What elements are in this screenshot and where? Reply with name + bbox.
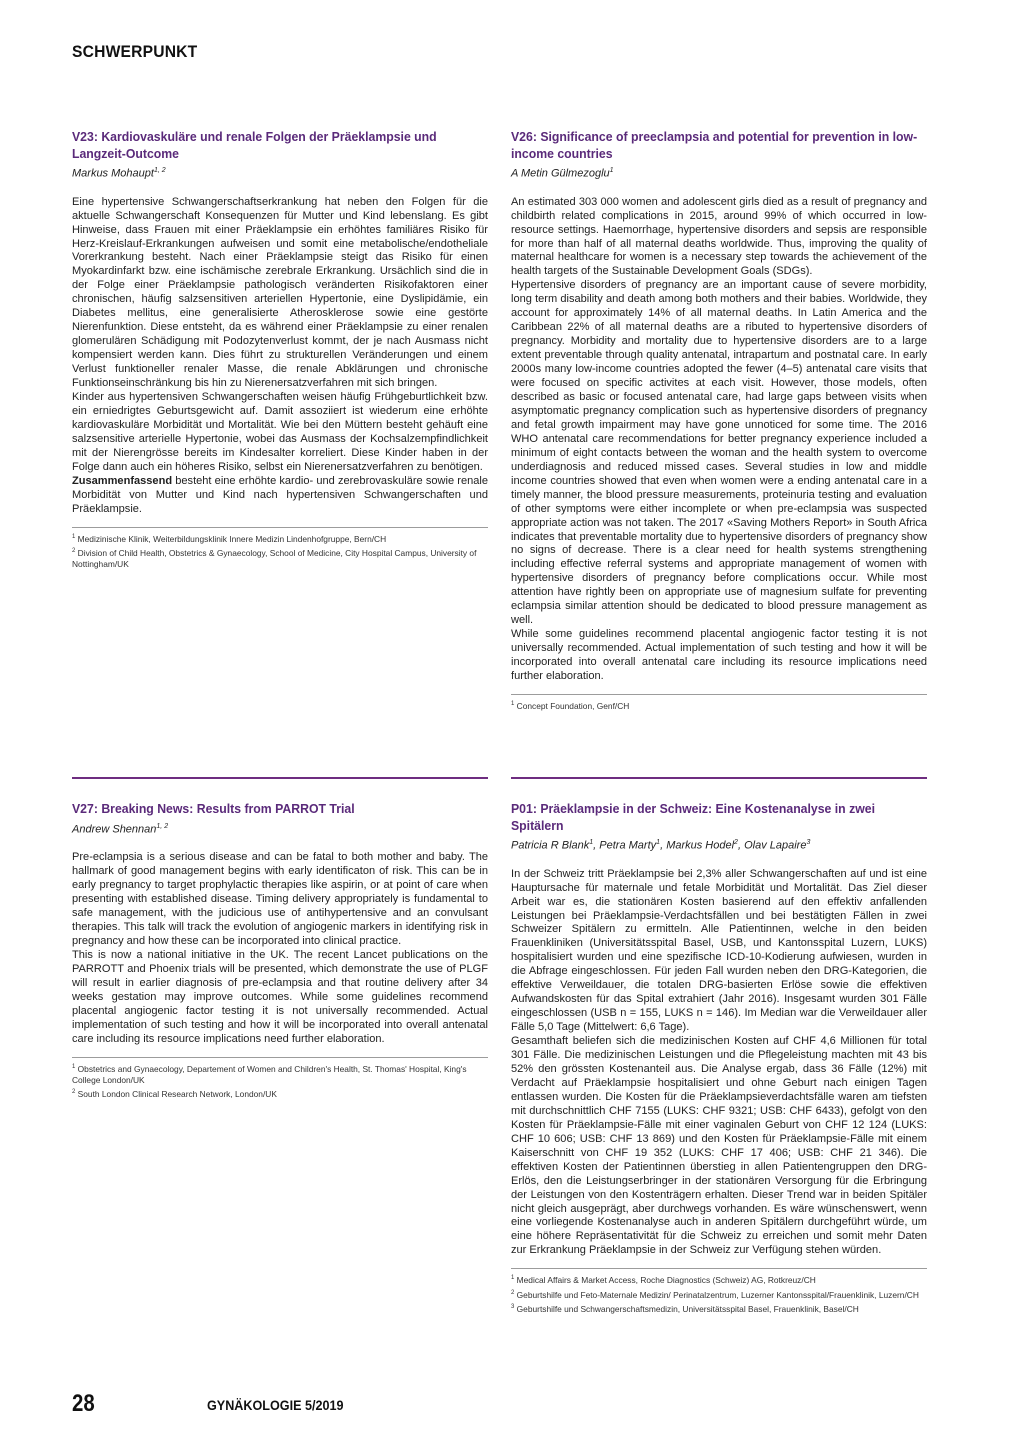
- footnote-number: 1: [72, 533, 76, 540]
- journal-issue: GYNÄKOLOGIE 5/2019: [207, 1397, 344, 1413]
- author-affiliation: 1: [589, 839, 594, 846]
- abstract-title: V26: Significance of preeclampsia and potential for prevention in low-income countries: [511, 129, 918, 161]
- footnote-text: Geburtshilfe und Schwangerschaftsmedizin, Universitätsspital Basel, Frauenklinik, Basel/CH: [516, 1303, 859, 1314]
- footnote-number: 1: [511, 701, 515, 708]
- footnote: [511, 1288, 927, 1301]
- abstract-body: [72, 851, 488, 1046]
- author-name: Patricia R Blank: [511, 839, 590, 852]
- abstract-body: [72, 196, 488, 517]
- author-affiliation: 1: [656, 839, 661, 846]
- author-affiliation: 3: [806, 839, 811, 846]
- footnote: [72, 1062, 488, 1087]
- abstract-body: [511, 196, 927, 684]
- section-label: SCHWERPUNKT: [72, 42, 198, 61]
- abstract-title: V27: Breaking News: Results from PARROT Trial: [72, 801, 355, 816]
- footnote-text: Division of Child Health, Obstetrics & Gynaecology, School of Medicine, City Hospital Campus, University of Nottingham/UK: [72, 547, 477, 570]
- author-name: Markus Mohaupt: [72, 167, 154, 180]
- footnote-number: 1: [511, 1275, 515, 1282]
- summary-paragraph: [72, 475, 488, 517]
- footnote-number: 3: [511, 1303, 515, 1310]
- abstract-v23: [72, 129, 488, 572]
- abstract-title: V23: Kardiovaskuläre und renale Folgen der Präeklampsie und Langzeit-Outcome: [72, 129, 437, 161]
- paragraph: Hypertensive disorders of pregnancy are an important cause of severe morbidity, long term disability and death among both mothers and their babies. Worldwide, they account for approximately 14% of all maternal deaths. In Latin America and the Caribbean 22% of all maternal deaths are a ributed to hypertensive disorders of pregnancy. Morbidity and mortality due to hypertensive disorders are to a large extent preventable through quality antenatal, intrapartum and postnatal care. In early 2000s many low-income countries adopted the fewer (4–5) antenatal care visits that were focused on specific activites at each visit. However, those models, often described as basic or focused antenatal care, had large gaps between visits when asymptomatic pregnancy complication such as hypertensive disorders of pregnancy and fetal growth impairment may have gone unnoticed for some time. The 2016 WHO antenatal care recommendations for better pregnancy experience included a minimum of eight contacts between the woman and the health system to overcome underdiagnosis and reduced missed cases. Several studies in low and middle income countries showed that even when women were a ending antenatal care in a timely manner, the blood pressure measurements, proteinuria testing and evaluation of other symptoms were either incomplete or when pre-eclampsia was suspected appropriate action was not taken. The 2017 «Saving Mothers Report» in South Africa indicates that preventable mortality due to hypertensive disorders of pregnancy show no signs of decrease. There is a clear need for health systems strengthening including effective referral systems and appropriate management of women with hypertensive disorders of pregnancy before complications occur. While most attention have rightly been on appropriate use of magnesium sulfate for preventing eclampsia similar attention should be dedicated to blood pressure management as well.: [511, 279, 927, 627]
- author-affiliation: 2: [734, 839, 738, 846]
- author-list: [72, 820, 488, 837]
- section-divider: [511, 777, 927, 779]
- author-name: Markus Hodel: [666, 839, 735, 852]
- footnotes: [72, 527, 488, 571]
- footnote-number: 2: [511, 1289, 515, 1296]
- paragraph: In der Schweiz tritt Präeklampsie bei 2,3% aller Schwangerschaften auf und ist eine Hauptursache für maternale und fetale Morbidität und Mortalität. Das Ziel dieser Arbeit war es, die stationären Kosten basierend auf den effektiv anfallenden Leistungen bei Präeklampsie-Verdachtsfällen und bei bestätigten Fällen in zwei Schweizer Spitälern zu ermitteln. Alle Patientinnen, welche in den beiden Frauenkliniken (Universitätsspital Basel, USB, und Kantonsspital Luzern, LUKS) hospitalisiert wurden und eine spezifische ICD-10-Kodierung aufwiesen, wurden in die Abfrage eingeschlossen. Für jeden Fall wurden neben den DRG-Kategorien, die effektive Verweildauer, die totalen DRG-basierten Erlöse sowie die effektiven Aufwandskosten für das Spital extrahiert (Jahr 2016). Insgesamt wurden 301 Fälle eingeschlossen (USB n = 155, LUKS n = 146). Im Median war die Verweildauer aller Fälle 5,0 Tage (Mittelwert: 6,6 Tage).: [511, 867, 927, 1034]
- paragraph: While some guidelines recommend placental angiogenic factor testing it is not universally recommended. Actual implementation of such testing and how it will be incorporated into overall antenatal care including its resource implications need further elaboration.: [511, 628, 927, 683]
- footnote: [511, 699, 927, 712]
- paragraph: Eine hypertensive Schwangerschaftserkrankung hat neben den Folgen für die aktuelle Schwangerschaft Konsequenzen für Mutter und Kind lebenslang. Es gibt Hinweise, dass Frauen mit einer Präeklampsie ein erhöhtes familiäres Risiko für Herz-Kreislauf-Erkrankungen aufweisen und somit eine metabolische/endotheliale Vorerkrankung besteht. Nach einer Präeklampsie steigt das Risiko für einen Myokardinfarkt bzw. eine ischämische zerebrale Erkrankung. Ursächlich sind die in der Folge einer Präeklampsie pathologisch veränderten Risikofaktoren einer chronischen, häufig salzsensitiven arteriellen Hypertonie, eine Dyslipidämie, ein Diabetes mellitus, eine generalisierte Atherosklerose sowie eine gestörte Nierenfunktion. Diese entsteht, da es während einer Präeklampsie zu einer renalen glomerulären Schädigung mit Podozytenverlust kommt, der je nach Ausmass nicht kompensiert werden kann. Dies führt zu strukturellen Veränderungen und einem Verlust funktioneller renaler Masse, die renale Abklärungen und chronische Funktionseinschränkung bis hin zu Nierenersatzverfahren mit sich bringen.: [72, 195, 488, 390]
- footnote: [72, 532, 488, 545]
- footnote: [72, 1087, 488, 1100]
- footnote-text: Obstetrics and Gynaecology, Departement of Women and Children's Health, St. Thomas' Hospital, King's College London/UK: [72, 1063, 467, 1085]
- abstract-v27: [72, 777, 488, 1102]
- footnotes: [72, 1057, 488, 1101]
- footnote-number: 2: [72, 547, 76, 554]
- paragraph: Pre-eclampsia is a serious disease and can be fatal to both mother and baby. The hallmark of good management begins with early identificaton of risk. This can be in early pregnancy to target prophylactic therapies like aspirin, or at point of care when presenting with established disease. Timing delivery appropriately is fundamental to safe management, with the judicious use of antihypertensive and an convulsant therapies. This talk will track the evolution of angiogenic markers in identifying risk in pregnancy and how these can be incorporated into clinical practice.: [72, 851, 488, 947]
- footnote-number: 2: [72, 1089, 76, 1096]
- author-separator: ,: [737, 839, 745, 852]
- footnote-text: South London Clinical Research Network, London/UK: [77, 1089, 277, 1100]
- footnote-text: Medizinische Klinik, Weiterbildungsklinik Innere Medizin Lindenhofgruppe, Bern/CH: [77, 533, 387, 544]
- footnote: [511, 1273, 927, 1286]
- footnote-text: Geburtshilfe und Feto-Maternale Medizin/ Perinatalzentrum, Luzerner Kantonsspital/Frauenklinik, Luzern/CH: [516, 1289, 919, 1300]
- author-separator: ,: [660, 839, 667, 852]
- footnote: [511, 1302, 927, 1315]
- author-name: A Metin Gülmezoglu: [511, 167, 610, 180]
- footnotes: [511, 1268, 927, 1315]
- paragraph: An estimated 303 000 women and adolescent girls died as a result of pregnancy and childbirth related complications in 2015, around 99% of which occurred in low-resource settings. Haemorrhage, hypertensive disorders and sepsis are responsible for more than half of all maternal deaths worldwide. Thus, improving the quality of maternal healthcare for women is a necessary step towards the achievement of the health targets of the Sustainable Development Goals (SDGs).: [511, 195, 927, 278]
- footnotes: [511, 694, 927, 712]
- paragraph: Kinder aus hypertensiven Schwangerschaften weisen häufig Frühgeburtlichkeit bzw. ein erniedrigtes Geburtsgewicht auf. Damit assoziiert ist wiederum eine erhöhte kardiovaskuläre Morbidität und Mortalität. Wie bei den Müttern besteht gehäuft eine salzsensitive arterielle Hypertonie, wobei das Ausmass der Kochsalzempfindlichkeit mit der Nierengrösse bereits im Kindesalter korreliert. Diese Kinder haben in der Folge dann auch ein höheres Risiko, selbst ein Nierenersatzverfahren zu benötigen.: [72, 391, 488, 473]
- author-list: [511, 836, 927, 853]
- abstract-p01: [511, 777, 927, 1316]
- summary-text: besteht eine erhöhte kardio- und zerebrovaskuläre sowie renale Morbidität von Mutter und Kind nach hypertensiven Schwangerschaften und Präeklampsie.: [72, 474, 488, 515]
- abstract-title: P01: Präeklampsie in der Schweiz: Eine Kostenanalyse in zwei Spitälern: [511, 801, 875, 833]
- author-separator: ,: [593, 839, 600, 852]
- footnote-number: 1: [72, 1063, 76, 1070]
- abstract-v26: [511, 129, 927, 713]
- author-affiliation: 1, 2: [153, 167, 166, 174]
- paragraph: Gesamthaft beliefen sich die medizinischen Kosten auf CHF 4,6 Millionen für total 301 Fälle. Die medizinischen Leistungen und die Pflegeleistung machten mit 43 bis 52% den grössten Kostenanteil aus. Die Analyse ergab, dass 36 Fälle (12%) mit Verdacht auf Präeklampsie hospitalisiert und ohne Geburt nach einigen Tagen entlassen wurden. Die Kosten für die Präeklampsieverdachtsfälle waren am tiefsten mit durchschnittlich CHF 7155 (LUKS: CHF 9321; USB: CHF 6433), gefolgt von den Kosten für Präeklampsie-Fälle mit einer vaginalen Geburt von CHF 12 124 (LUKS: CHF 10 606; USB: CHF 13 869) und den Kosten für Präeklampsie-Fälle mit einem Kaiserschnitt von CHF 19 352 (LUKS: CHF 17 406; USB: CHF 21 346). Die effektiven Kosten der Patientinnen überstieg in allen Patientengruppen den DRG-Erlös, den die Leistungserbringer in der stationären Versorgung für die Erbringung der Leistungen von den Kostenträgern erhalten. Dieser Trend war in beiden Spitäler nicht gleich ausgeprägt, aber durchwegs vorhanden. Es wäre wünschenswert, wenn eine vorliegende Kostenanalyse auch in anderen Spitälern durchgeführt würde, um eine höhere Repräsentativität für die Schweiz zu erreichen und somit mehr Daten zur Erkrankung Präeklampsie in der Schweiz zur Verfügung stehen würden.: [511, 1035, 927, 1257]
- author-name: Andrew Shennan: [72, 823, 157, 836]
- author-name: Olav Lapaire: [744, 839, 807, 852]
- summary-label: Zusammenfassend: [72, 474, 173, 487]
- paragraph: This is now a national initiative in the UK. The recent Lancet publications on the PARROTT and Phoenix trials will be presented, which demonstrate the use of PLGF will result in earlier diagnosis of pre-eclampsia and that routine delivery after 34 weeks gestation may improve outcomes. While some guidelines recommend placental angiogenic factor testing it is not universally recommended. Actual implementation of such testing and how it will be incorporated into overall antenatal care including its resource implications need further elaboration.: [72, 948, 488, 1045]
- author-affiliation: 1: [609, 167, 614, 174]
- author-list: [72, 164, 488, 181]
- author-list: [511, 164, 927, 181]
- author-name: Petra Marty: [599, 839, 657, 852]
- abstract-body: [511, 868, 927, 1259]
- page-number: 28: [72, 1390, 95, 1417]
- section-divider: [72, 777, 488, 779]
- author-affiliation: 1, 2: [156, 822, 169, 830]
- footnote: [72, 546, 488, 571]
- footnote-text: Concept Foundation, Genf/CH: [516, 700, 630, 711]
- footnote-text: Medical Affairs & Market Access, Roche Diagnostics (Schweiz) AG, Rotkreuz/CH: [516, 1275, 816, 1286]
